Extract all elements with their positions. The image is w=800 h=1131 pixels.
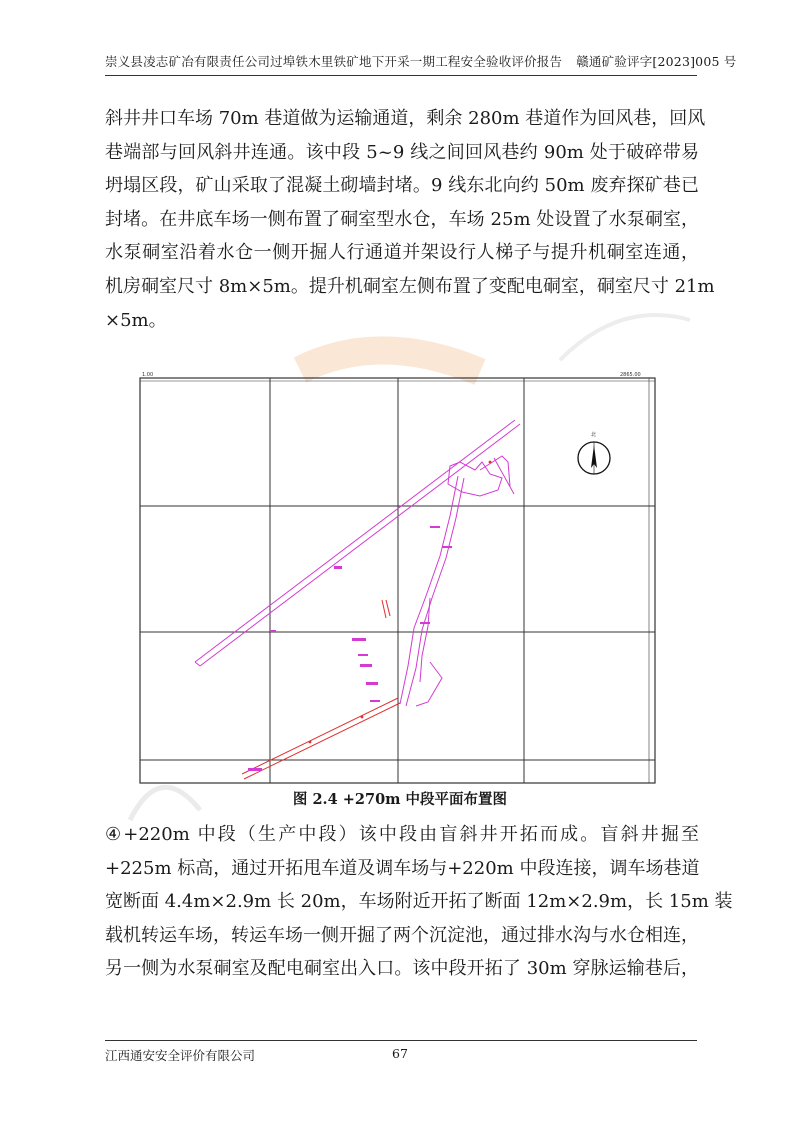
paragraph-line: 封堵。在井底车场一侧布置了硐室型水仓，车场 25m 处设置了水泵硐室，	[105, 208, 699, 230]
level-plan-drawing	[130, 366, 675, 786]
paragraph-line: 斜井井口车场 70m 巷道做为运输通道，剩余 280m 巷道作为回风巷，回风	[105, 108, 706, 129]
north-label: 北	[591, 432, 597, 438]
page-number: 67	[392, 1046, 408, 1061]
left-coord-label: 1.00	[142, 372, 154, 378]
paragraph-1	[105, 102, 715, 337]
paragraph-line: 坍塌区段，矿山采取了混凝土砌墙封堵。9 线东北向约 50m 废弃探矿巷已	[105, 175, 699, 197]
inclined-roadway	[195, 420, 520, 666]
haulage-markers	[309, 461, 492, 744]
paragraph-line: 宽断面 4.4m×2.9m 长 20m，车场附近开拓了断面 12m×2.9m，长 15m 装	[105, 891, 733, 913]
footer-company: 江西通安安全评价有限公司	[105, 1048, 256, 1063]
header-rule	[105, 75, 697, 76]
north-arrow-icon	[578, 442, 610, 474]
right-coord-label: 2865.00	[620, 372, 641, 378]
haulage-roadway	[242, 600, 400, 779]
paragraph-line: 水泵硐室沿着水仓一侧开掘人行通道并架设行人梯子与提升机硐室连通，	[105, 242, 699, 264]
header-doc-number: 赣通矿验评字[2023]005 号	[576, 54, 737, 69]
paragraph-line: 机房硐室尺寸 8m×5m。提升机硐室左侧布置了变配电硐室，硐室尺寸 21m	[105, 275, 715, 297]
paragraph-line: +225m 标高，通过开拓甩车道及调车场与+220m 中段连接，调车场巷道	[105, 857, 700, 879]
paragraph-line: 另一侧为水泵硐室及配电硐室出入口。该中段开拓了 30m 穿脉运输巷后，	[105, 958, 699, 980]
page-header	[105, 52, 737, 70]
footer-rule	[105, 1040, 697, 1041]
paragraph-line: ×5m。	[105, 309, 167, 331]
paragraph-2	[105, 818, 733, 986]
grid-lines	[140, 378, 655, 783]
header-title: 崇义县凌志矿冶有限责任公司过埠铁木里铁矿地下开采一期工程安全验收评价报告	[105, 54, 563, 69]
paragraph-line: 巷端部与回风斜井连通。该中段 5~9 线之间回风巷约 90m 处于破碎带易	[105, 141, 699, 163]
paragraph-line: 载机转运车场，转运车场一侧开掘了两个沉淀池，通过排水沟与水仓相连，	[105, 924, 699, 946]
figure-caption: 图 2.4 +270m 中段平面布置图	[292, 791, 508, 808]
station-markers	[248, 526, 452, 771]
paragraph-line: ④+220m 中段（生产中段）该中段由盲斜井开拓而成。盲斜井掘至	[105, 824, 699, 845]
